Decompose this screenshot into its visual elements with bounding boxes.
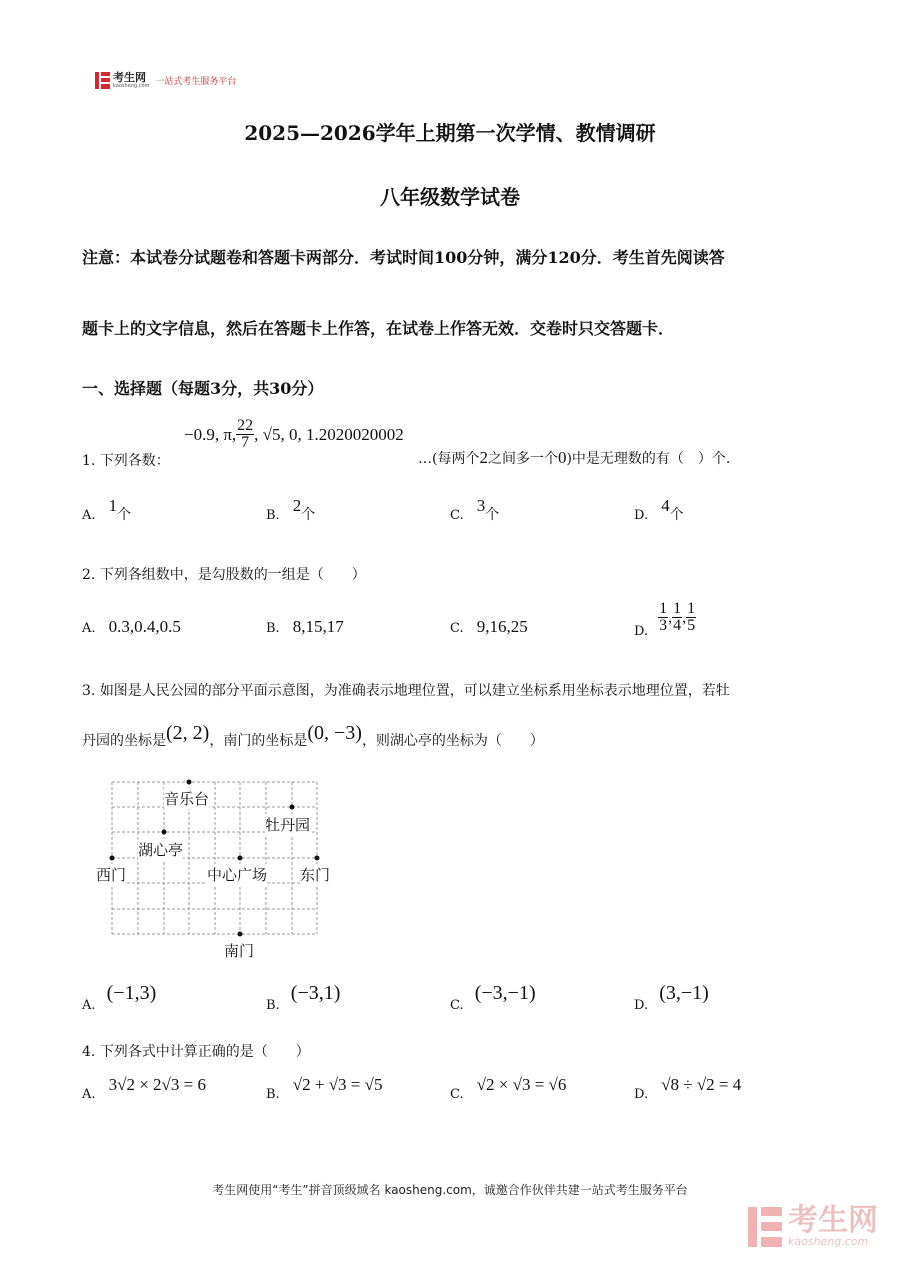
option-value: (−3,−1) — [474, 982, 536, 1004]
frac-den: 5 — [687, 617, 696, 634]
notice-line-2: 题卡上的文字信息，然后在答题卡上作答，在试卷上作答无效．交卷时只交答题卡． — [82, 319, 675, 338]
q4-option-b[interactable] — [266, 1075, 383, 1102]
q1-tail-2: 2 — [479, 448, 488, 467]
watermark-domain: kaosheng.com — [788, 1235, 869, 1248]
q2-number: 2. — [82, 567, 96, 583]
option-label: D. — [634, 508, 649, 523]
option-value: (−1,3) — [106, 982, 157, 1004]
frac-num: 1 — [687, 600, 696, 617]
q3-option-c[interactable] — [450, 982, 536, 1013]
exam-subtitle: 八年级数学试卷 — [380, 185, 520, 209]
option-label: B. — [266, 1087, 280, 1102]
option-label: C. — [450, 621, 464, 636]
q4-option-c[interactable] — [450, 1075, 567, 1102]
watermark-logo-icon — [748, 1207, 782, 1247]
music-stage-point — [187, 780, 192, 785]
option-value: 3√2 × 2√3 = 6 — [108, 1075, 206, 1094]
brand-logo — [95, 72, 236, 89]
option-value: (3,−1) — [659, 982, 709, 1004]
section-heading: 一、选择题（每题3分，共30分） — [82, 379, 324, 398]
q2-stem — [82, 564, 366, 584]
q1-option-b[interactable] — [266, 496, 316, 524]
option-value: $\frac{1}{3}$ , $\frac{1}{4}$ , $\frac{1}{5}$ — [659, 600, 696, 634]
park-map — [90, 774, 350, 964]
frac-num: 1 — [673, 600, 682, 617]
option-label: A. — [82, 998, 96, 1013]
q2-option-b[interactable] — [266, 617, 344, 637]
option-label: D. — [634, 998, 649, 1013]
map-label-south: 南门 — [224, 942, 255, 960]
q3-line2-c: ，则湖心亭的坐标为（ ） — [361, 732, 544, 749]
option-value: 3 — [476, 496, 486, 515]
q2-option-a[interactable] — [82, 617, 181, 637]
option-unit: 个 — [669, 507, 684, 523]
q1-option-c[interactable] — [450, 496, 500, 524]
west-gate-point — [110, 856, 115, 861]
option-value: √2 × √3 = √6 — [476, 1075, 567, 1094]
q4-option-d[interactable] — [634, 1075, 742, 1102]
option-label: B. — [266, 508, 280, 523]
option-unit: 个 — [485, 507, 500, 523]
q1-frac-num: 22 — [237, 417, 254, 434]
map-label-west: 西门 — [96, 866, 127, 884]
option-value: 2 — [292, 496, 302, 515]
option-label: C. — [450, 508, 464, 523]
q3-line2-b: ，南门的坐标是 — [209, 732, 308, 749]
option-value: √8 ÷ √2 = 4 — [661, 1075, 742, 1094]
q4-option-a[interactable] — [82, 1075, 206, 1102]
east-gate-point — [315, 856, 320, 861]
q1-option-d[interactable] — [634, 496, 684, 524]
option-value: 1 — [108, 496, 118, 515]
q3-line-2 — [82, 722, 544, 751]
frac-num: 1 — [659, 600, 668, 617]
option-label: A. — [82, 1087, 96, 1102]
logo-icon — [95, 72, 110, 89]
q1-tail-a: …(每两个 — [418, 451, 480, 467]
q1-tail-c: )中是无理数的有（ ）个. — [566, 451, 731, 467]
center-plaza-point — [238, 856, 243, 861]
lake-pavilion-point — [162, 830, 167, 835]
option-label: C. — [450, 1087, 464, 1102]
option-label: B. — [266, 621, 280, 636]
notice-line-1: 注意：本试卷分试题卷和答题卡两部分．考试时间100分钟，满分120分．考生首先阅读答 — [82, 248, 725, 267]
q3-option-a[interactable] — [82, 982, 157, 1013]
q1-stem-text: 下列各数： — [99, 453, 170, 469]
q3-line2-a: 丹园的坐标是 — [82, 732, 166, 749]
q2-option-d[interactable] — [634, 596, 696, 639]
q4-number: 4. — [82, 1044, 96, 1060]
q2-option-c[interactable] — [450, 617, 528, 637]
q3-coord-peony: (2, 2) — [166, 722, 210, 744]
q3-coord-south: (0, −3) — [307, 722, 362, 744]
option-label: A. — [82, 508, 96, 523]
option-unit: 个 — [117, 507, 132, 523]
map-label-east: 东门 — [300, 866, 331, 884]
q1-tail-0: 0 — [557, 448, 567, 467]
option-unit: 个 — [301, 507, 316, 523]
logo-domain: kaosheng.com — [113, 83, 150, 89]
map-label-music: 音乐台 — [164, 790, 210, 808]
frac-den: 4 — [673, 617, 682, 634]
q1-number: 1. — [82, 453, 96, 469]
q3-line1-text: 如图是人民公园的部分平面示意图，为准确表示地理位置，可以建立坐标系用坐标表示地理位置，若牡 — [99, 683, 730, 699]
logo-slogan: 一站式考生服务平台 — [155, 77, 237, 87]
exam-title: 2025—2026学年上期第一次学情、教情调研 — [244, 121, 656, 145]
q3-line-1 — [82, 680, 730, 700]
q1-frac-den: 7 — [241, 434, 250, 451]
watermark — [748, 1203, 878, 1248]
logo-name: 考生网 — [113, 71, 146, 84]
option-value: √2 + √3 = √5 — [292, 1075, 383, 1094]
option-value: 0.3,0.4,0.5 — [108, 617, 181, 636]
peony-garden-point — [290, 805, 295, 810]
q3-option-d[interactable] — [634, 982, 709, 1013]
option-label: D. — [634, 1087, 649, 1102]
q1-option-a[interactable] — [82, 496, 132, 524]
frac-1-5 — [686, 601, 696, 634]
q2-stem-text: 下列各组数中，是勾股数的一组是（ ） — [99, 567, 366, 583]
watermark-name: 考生网 — [788, 1203, 878, 1238]
q4-stem-text: 下列各式中计算正确的是（ ） — [99, 1044, 310, 1060]
q4-stem — [82, 1041, 310, 1061]
frac-1-4 — [672, 601, 682, 634]
option-label: A. — [82, 621, 96, 636]
q3-option-b[interactable] — [266, 982, 341, 1013]
map-label-lake: 湖心亭 — [138, 841, 184, 859]
q1-fraction — [236, 418, 254, 451]
option-value: 9,16,25 — [476, 617, 528, 636]
q1-tail — [418, 448, 730, 468]
option-label: D. — [634, 624, 649, 639]
q1-stem — [82, 450, 170, 470]
frac-den: 3 — [659, 617, 668, 634]
frac-1-3 — [658, 601, 668, 634]
q1-expr-b: , √5, 0, 1.2020020002 — [254, 424, 404, 444]
option-label: B. — [266, 998, 280, 1013]
map-label-center: 中心广场 — [207, 866, 268, 884]
option-label: C. — [450, 998, 464, 1013]
q3-number: 3. — [82, 683, 96, 699]
map-label-peony: 牡丹园 — [265, 816, 311, 834]
option-value: 8,15,17 — [292, 617, 344, 636]
q1-tail-b: 之间多一个 — [487, 451, 558, 467]
option-value: 4 — [661, 496, 670, 515]
q1-expr-a: −0.9, π, — [184, 424, 237, 444]
option-value: (−3,1) — [290, 982, 341, 1004]
q1-expression — [184, 418, 404, 451]
page-footer: 考生网使用“考生”拼音顶级域名 kaosheng.com，诚邀合作伙伴共建一站式考生服务平台 — [212, 1183, 688, 1197]
south-gate-point — [238, 932, 243, 937]
